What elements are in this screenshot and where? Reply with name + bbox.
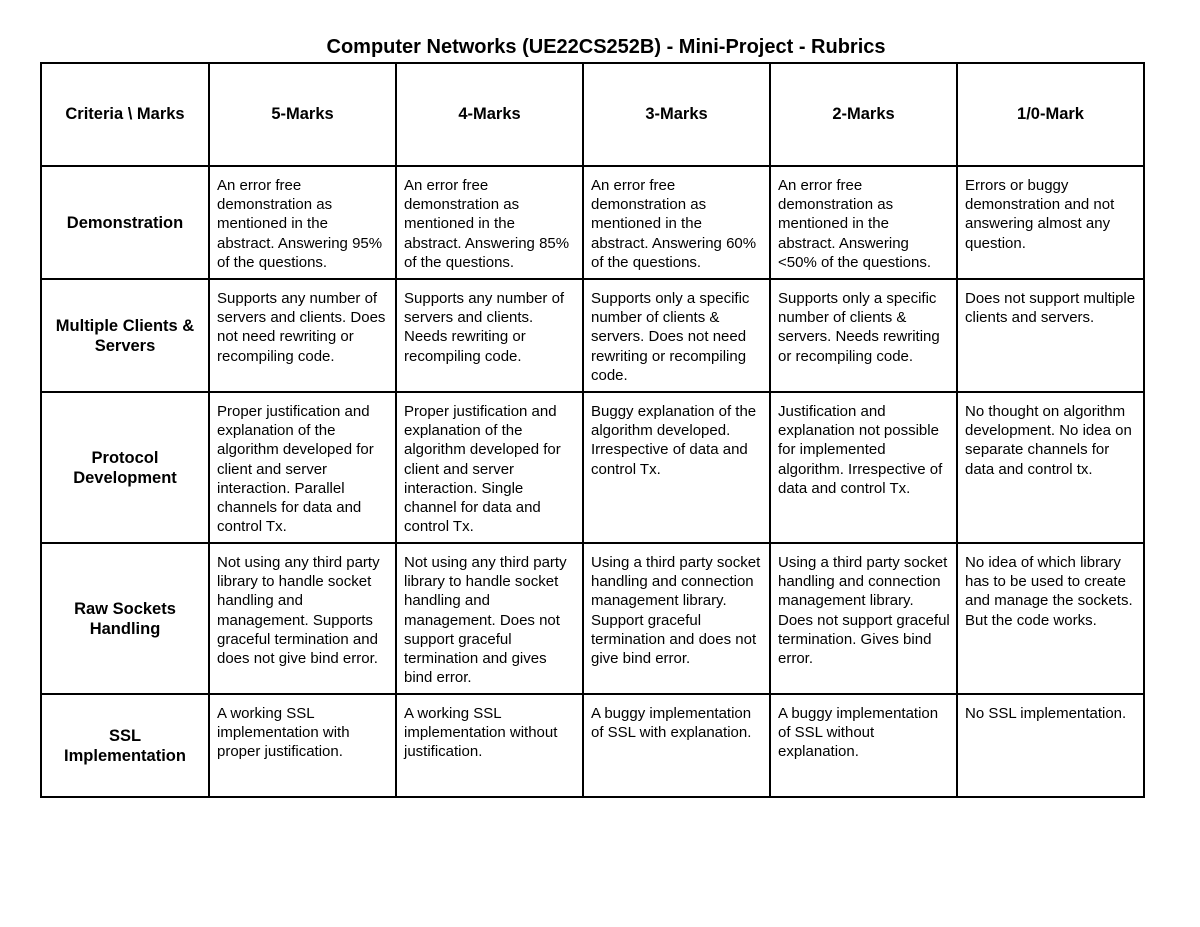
header-4-marks: 4-Marks <box>396 63 583 166</box>
table-cell: An error free demonstration as mentioned in the abstract. Answering 85% of the questions. <box>396 166 583 279</box>
table-row <box>41 279 1144 392</box>
table-cell: No SSL implementation. <box>957 694 1144 797</box>
page-title: Computer Networks (UE22CS252B) - Mini-Project - Rubrics <box>326 36 886 58</box>
criteria-demonstration: Demonstration <box>41 166 209 279</box>
header-1-0-mark: 1/0-Mark <box>957 63 1144 166</box>
header-row <box>41 63 1144 166</box>
table-row <box>41 166 1144 279</box>
table-cell: Supports any number of servers and clients. Needs rewriting or recompiling code. <box>396 279 583 392</box>
table-cell: Does not support multiple clients and servers. <box>957 279 1144 392</box>
table-cell: A buggy implementation of SSL with explanation. <box>583 694 770 797</box>
header-criteria: Criteria \ Marks <box>41 63 209 166</box>
table-cell: Not using any third party library to handle socket handling and management. Supports graceful termination and does not give bind error. <box>209 543 396 694</box>
criteria-multiple-clients-servers: Multiple Clients & Servers <box>41 279 209 392</box>
table-cell: No idea of which library has to be used to create and manage the sockets. But the code works. <box>957 543 1144 694</box>
header-5-marks: 5-Marks <box>209 63 396 166</box>
table-cell: Supports only a specific number of clients & servers. Does not need rewriting or recompiling code. <box>583 279 770 392</box>
table-cell: Errors or buggy demonstration and not answering almost any question. <box>957 166 1144 279</box>
criteria-protocol-development: Protocol Development <box>41 392 209 543</box>
table-row <box>41 694 1144 797</box>
table-cell: Justification and explanation not possible for implemented algorithm. Irrespective of data and control Tx. <box>770 392 957 543</box>
table-cell: Not using any third party library to handle socket handling and management. Does not support graceful termination and gives bind error. <box>396 543 583 694</box>
criteria-raw-sockets-handling: Raw Sockets Handling <box>41 543 209 694</box>
table-row <box>41 392 1144 543</box>
table-cell: Using a third party socket handling and connection management library. Does not support graceful termination. Gives bind error. <box>770 543 957 694</box>
table-cell: A working SSL implementation without justification. <box>396 694 583 797</box>
table-cell: Using a third party socket handling and connection management library. Support graceful termination and does not give bind error. <box>583 543 770 694</box>
table-cell: A working SSL implementation with proper justification. <box>209 694 396 797</box>
header-2-marks: 2-Marks <box>770 63 957 166</box>
table-cell: Buggy explanation of the algorithm developed. Irrespective of data and control Tx. <box>583 392 770 543</box>
table-row <box>41 543 1144 694</box>
table-cell: An error free demonstration as mentioned in the abstract. Answering <50% of the questions. <box>770 166 957 279</box>
table-cell: Proper justification and explanation of the algorithm developed for client and server interaction. Single channel for data and control Tx. <box>396 392 583 543</box>
table-cell: Proper justification and explanation of the algorithm developed for client and server interaction. Parallel channels for data and control Tx. <box>209 392 396 543</box>
table-cell: Supports only a specific number of clients & servers. Needs rewriting or recompiling code. <box>770 279 957 392</box>
table-cell: An error free demonstration as mentioned in the abstract. Answering 95% of the questions. <box>209 166 396 279</box>
header-3-marks: 3-Marks <box>583 63 770 166</box>
table-cell: No thought on algorithm development. No idea on separate channels for data and control tx. <box>957 392 1144 543</box>
table-cell: Supports any number of servers and clients. Does not need rewriting or recompiling code. <box>209 279 396 392</box>
rubric-table <box>40 62 1145 798</box>
criteria-ssl-implementation: SSL Implementation <box>41 694 209 797</box>
table-cell: A buggy implementation of SSL without explanation. <box>770 694 957 797</box>
table-cell: An error free demonstration as mentioned in the abstract. Answering 60% of the questions. <box>583 166 770 279</box>
